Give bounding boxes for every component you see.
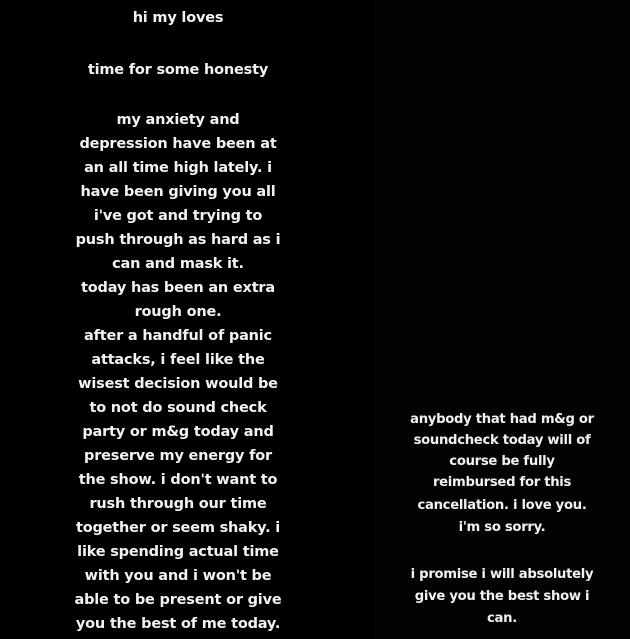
refund-line: reimbursed for this — [432, 475, 572, 490]
body-line: depression have been at — [79, 136, 277, 152]
body-line: rush through our time — [89, 496, 267, 512]
body-line: to not do sound check — [89, 400, 267, 416]
body-line: like spending actual time — [77, 544, 279, 560]
body-line: can and mask it. — [112, 256, 244, 272]
promise-line: can. — [487, 611, 517, 626]
body-line: wisest decision would be — [78, 376, 278, 392]
body-line: push through as hard as i — [75, 232, 281, 248]
greeting-text: hi my loves — [132, 10, 224, 26]
body-line: you the best of me today. — [75, 616, 281, 632]
refund-line: cancellation. i love you. — [417, 498, 587, 513]
body-line: able to be present or give — [74, 592, 282, 608]
body-line: have been giving you all — [80, 184, 276, 200]
refund-line: soundcheck today will of — [413, 433, 591, 448]
body-line: preserve my energy for — [84, 448, 272, 464]
body-line: after a handful of panic — [84, 328, 272, 344]
refund-line: course be fully — [449, 454, 555, 469]
body-line: together or seem shaky. i — [75, 520, 281, 536]
body-line: my anxiety and — [116, 112, 240, 128]
body-line: rough one. — [134, 304, 222, 320]
body-line: the show. i don't want to — [78, 472, 278, 488]
refund-line: i'm so sorry. — [458, 520, 546, 535]
intro-text: time for some honesty — [87, 62, 269, 78]
body-line: attacks, i feel like the — [91, 352, 265, 368]
story-panel-right — [374, 0, 630, 639]
promise-line: i promise i will absolutely — [410, 567, 594, 582]
promise-line: give you the best show i — [414, 589, 590, 604]
body-line: i've got and trying to — [93, 208, 263, 224]
body-line: an all time high lately. i — [84, 160, 272, 176]
body-line: today has been an extra — [81, 280, 275, 296]
refund-line: anybody that had m&g or — [410, 412, 594, 427]
body-line: party or m&g today and — [82, 424, 274, 440]
body-line: with you and i won't be — [84, 568, 272, 584]
